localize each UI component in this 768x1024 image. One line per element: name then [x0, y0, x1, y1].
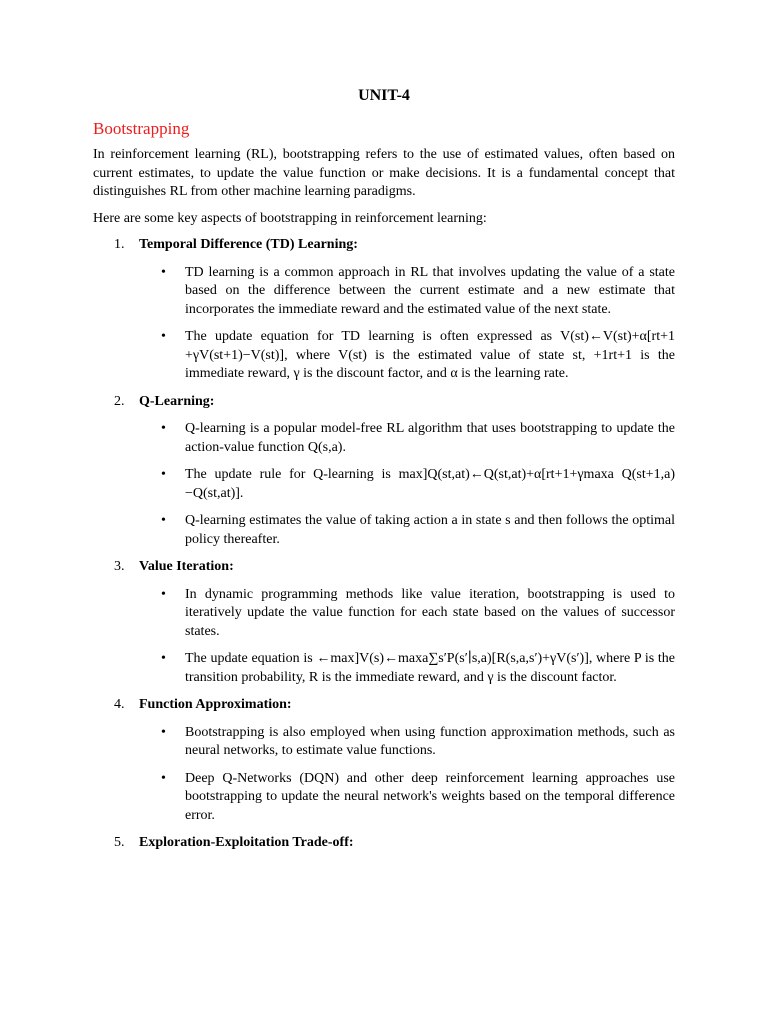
aspect-number: 3.: [114, 559, 125, 574]
aspect-title: Temporal Difference (TD) Learning:: [139, 237, 358, 252]
bullet-icon: •: [161, 513, 166, 528]
aspect-item: [93, 393, 675, 550]
bullet-text: In dynamic programming methods like value iteration, bootstrapping is used to iteratively update the value function for each state based on the values of successor states.: [185, 586, 675, 639]
aspect-number: 2.: [114, 393, 125, 409]
lead-in-paragraph: Here are some key aspects of bootstrapping in reinforcement learning:: [93, 210, 487, 226]
aspect-number: 1.: [114, 237, 125, 252]
bullet-icon: •: [161, 329, 166, 344]
bullet-icon: •: [161, 724, 166, 740]
intro-paragraph: In reinforcement learning (RL), bootstrapping refers to the use of estimated values, often based on current estimates, to update the value function or make decisions. It is a fundamental concept that distinguishes RL from other machine learning paradigms.: [93, 147, 675, 199]
aspect-number: 4.: [114, 697, 125, 712]
bullet-text: TD learning is a common approach in RL that involves updating the value of a state based on the difference between the current estimate and a new estimate that incorporates the immediate reward and the estimated value of the next state.: [185, 264, 675, 317]
bullet-item: [139, 466, 675, 503]
bullet-item: [139, 770, 675, 826]
bullet-item: [139, 586, 675, 642]
aspect-item: [93, 696, 675, 825]
bullet-list: [139, 420, 675, 549]
aspect-title: Exploration-Exploitation Trade-off:: [139, 835, 354, 850]
bullet-list: [139, 264, 675, 384]
bullet-text: The update equation for TD learning is often expressed as V(st)←V(st)+α[rt+1 +γV(st+1)−V(st)], where V(st) is the estimated value of state st, +1rt+1 is the immediate reward, γ is the discount factor, and α is the learning rate.: [185, 329, 675, 381]
bullet-text: Deep Q-Networks (DQN) and other deep reinforcement learning approaches use bootstrapping to update the neural network's weights based on the temporal difference error.: [185, 770, 675, 823]
bullet-text: The update rule for Q-learning is max⁡]Q(st,at)←Q(st,at)+α[rt+1+γmaxa Q(st+1,a)−Q(st,at)].: [185, 467, 675, 501]
aspect-title: Function Approximation:: [139, 697, 292, 712]
bullet-text: Bootstrapping is also employed when using function approximation methods, such as neural networks, to estimate value functions.: [185, 724, 675, 758]
bullet-item: [139, 724, 675, 761]
aspect-title: Q-Learning:: [139, 393, 215, 409]
aspect-item: [93, 834, 675, 853]
bullet-item: [139, 328, 675, 384]
bullet-list: [139, 724, 675, 826]
bullet-item: [139, 512, 675, 549]
bullet-text: Q-learning estimates the value of taking action a in state s and then follows the optimal policy thereafter.: [185, 513, 675, 547]
unit-title: UNIT-4: [358, 87, 410, 104]
bullet-icon: •: [161, 264, 166, 280]
bullet-list: [139, 586, 675, 688]
bullet-item: [139, 264, 675, 320]
bullet-icon: •: [161, 467, 166, 482]
aspect-title: Value Iteration:: [139, 559, 234, 574]
bullet-icon: •: [161, 586, 166, 602]
bullet-icon: •: [161, 651, 166, 666]
section-heading: Bootstrapping: [93, 119, 190, 138]
bullet-icon: •: [161, 421, 166, 436]
aspect-number: 5.: [114, 835, 125, 850]
bullet-text: The update equation is ←max⁡]V(s)←maxa∑s′P(s′∣s,a)[R(s,a,s′)+γV(s′)], where P is the transition probability, R is the immediate reward, and γ is the discount factor.: [185, 651, 675, 685]
bullet-text: Q-learning is a popular model-free RL algorithm that uses bootstrapping to update the action-value function Q(s,a).: [185, 421, 675, 455]
aspect-item: [93, 558, 675, 687]
bullet-icon: •: [161, 770, 166, 786]
aspect-item: [93, 236, 675, 384]
bullet-item: [139, 650, 675, 687]
aspects-list: [93, 236, 675, 853]
bullet-item: [139, 420, 675, 457]
